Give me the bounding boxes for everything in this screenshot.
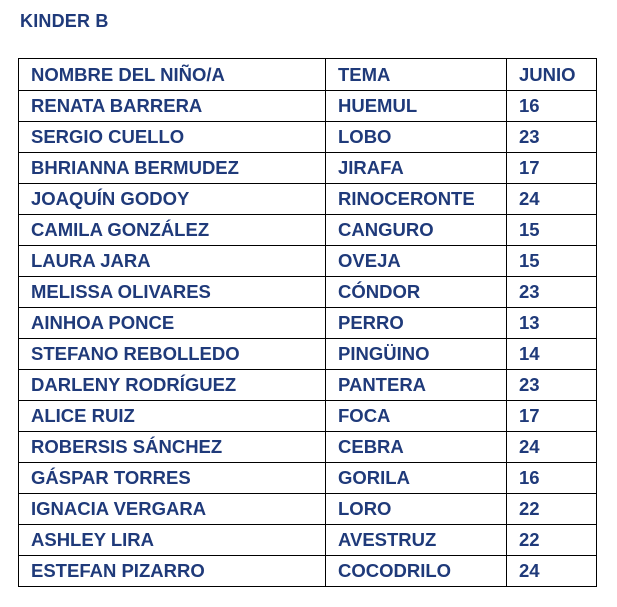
cell-tema: LORO [326, 494, 507, 525]
table-row [19, 308, 597, 339]
table-row [19, 122, 597, 153]
cell-junio: 17 [507, 153, 597, 184]
cell-name: ALICE RUIZ [19, 401, 326, 432]
table-row [19, 153, 597, 184]
cell-name: SERGIO CUELLO [19, 122, 326, 153]
table-header-row [19, 59, 597, 91]
cell-junio: 24 [507, 184, 597, 215]
cell-name: LAURA JARA [19, 246, 326, 277]
cell-junio: 15 [507, 215, 597, 246]
cell-name: ROBERSIS SÁNCHEZ [19, 432, 326, 463]
cell-name: ESTEFAN PIZARRO [19, 556, 326, 587]
header-tema: TEMA [326, 59, 507, 91]
roster-body [19, 91, 597, 587]
table-row [19, 463, 597, 494]
cell-junio: 16 [507, 463, 597, 494]
cell-name: ASHLEY LIRA [19, 525, 326, 556]
cell-name: RENATA BARRERA [19, 91, 326, 122]
cell-junio: 13 [507, 308, 597, 339]
table-row [19, 91, 597, 122]
cell-junio: 22 [507, 494, 597, 525]
cell-tema: PINGÜINO [326, 339, 507, 370]
table-row [19, 215, 597, 246]
table-row [19, 556, 597, 587]
cell-tema: GORILA [326, 463, 507, 494]
cell-tema: COCODRILO [326, 556, 507, 587]
table-row [19, 339, 597, 370]
table-row [19, 246, 597, 277]
cell-name: CAMILA GONZÁLEZ [19, 215, 326, 246]
cell-name: GÁSPAR TORRES [19, 463, 326, 494]
cell-junio: 23 [507, 122, 597, 153]
table-row [19, 370, 597, 401]
cell-name: JOAQUÍN GODOY [19, 184, 326, 215]
table-row [19, 432, 597, 463]
table-row [19, 525, 597, 556]
table-row [19, 401, 597, 432]
cell-name: MELISSA OLIVARES [19, 277, 326, 308]
cell-tema: CANGURO [326, 215, 507, 246]
cell-junio: 23 [507, 277, 597, 308]
cell-junio: 14 [507, 339, 597, 370]
cell-junio: 24 [507, 432, 597, 463]
cell-name: BHRIANNA BERMUDEZ [19, 153, 326, 184]
cell-name: IGNACIA VERGARA [19, 494, 326, 525]
cell-tema: LOBO [326, 122, 507, 153]
cell-junio: 24 [507, 556, 597, 587]
cell-tema: CEBRA [326, 432, 507, 463]
table-row [19, 184, 597, 215]
cell-junio: 16 [507, 91, 597, 122]
cell-junio: 23 [507, 370, 597, 401]
cell-tema: OVEJA [326, 246, 507, 277]
cell-name: STEFANO REBOLLEDO [19, 339, 326, 370]
cell-junio: 15 [507, 246, 597, 277]
header-junio: JUNIO [507, 59, 597, 91]
page-title: KINDER B [20, 11, 109, 31]
table-row [19, 277, 597, 308]
cell-junio: 17 [507, 401, 597, 432]
cell-tema: JIRAFA [326, 153, 507, 184]
cell-tema: PANTERA [326, 370, 507, 401]
roster-table [18, 58, 597, 587]
table-row [19, 494, 597, 525]
cell-name: AINHOA PONCE [19, 308, 326, 339]
cell-junio: 22 [507, 525, 597, 556]
cell-tema: RINOCERONTE [326, 184, 507, 215]
cell-tema: CÓNDOR [326, 277, 507, 308]
cell-name: DARLENY RODRÍGUEZ [19, 370, 326, 401]
cell-tema: AVESTRUZ [326, 525, 507, 556]
cell-tema: FOCA [326, 401, 507, 432]
cell-tema: PERRO [326, 308, 507, 339]
header-name: NOMBRE DEL NIÑO/A [19, 59, 326, 91]
cell-tema: HUEMUL [326, 91, 507, 122]
